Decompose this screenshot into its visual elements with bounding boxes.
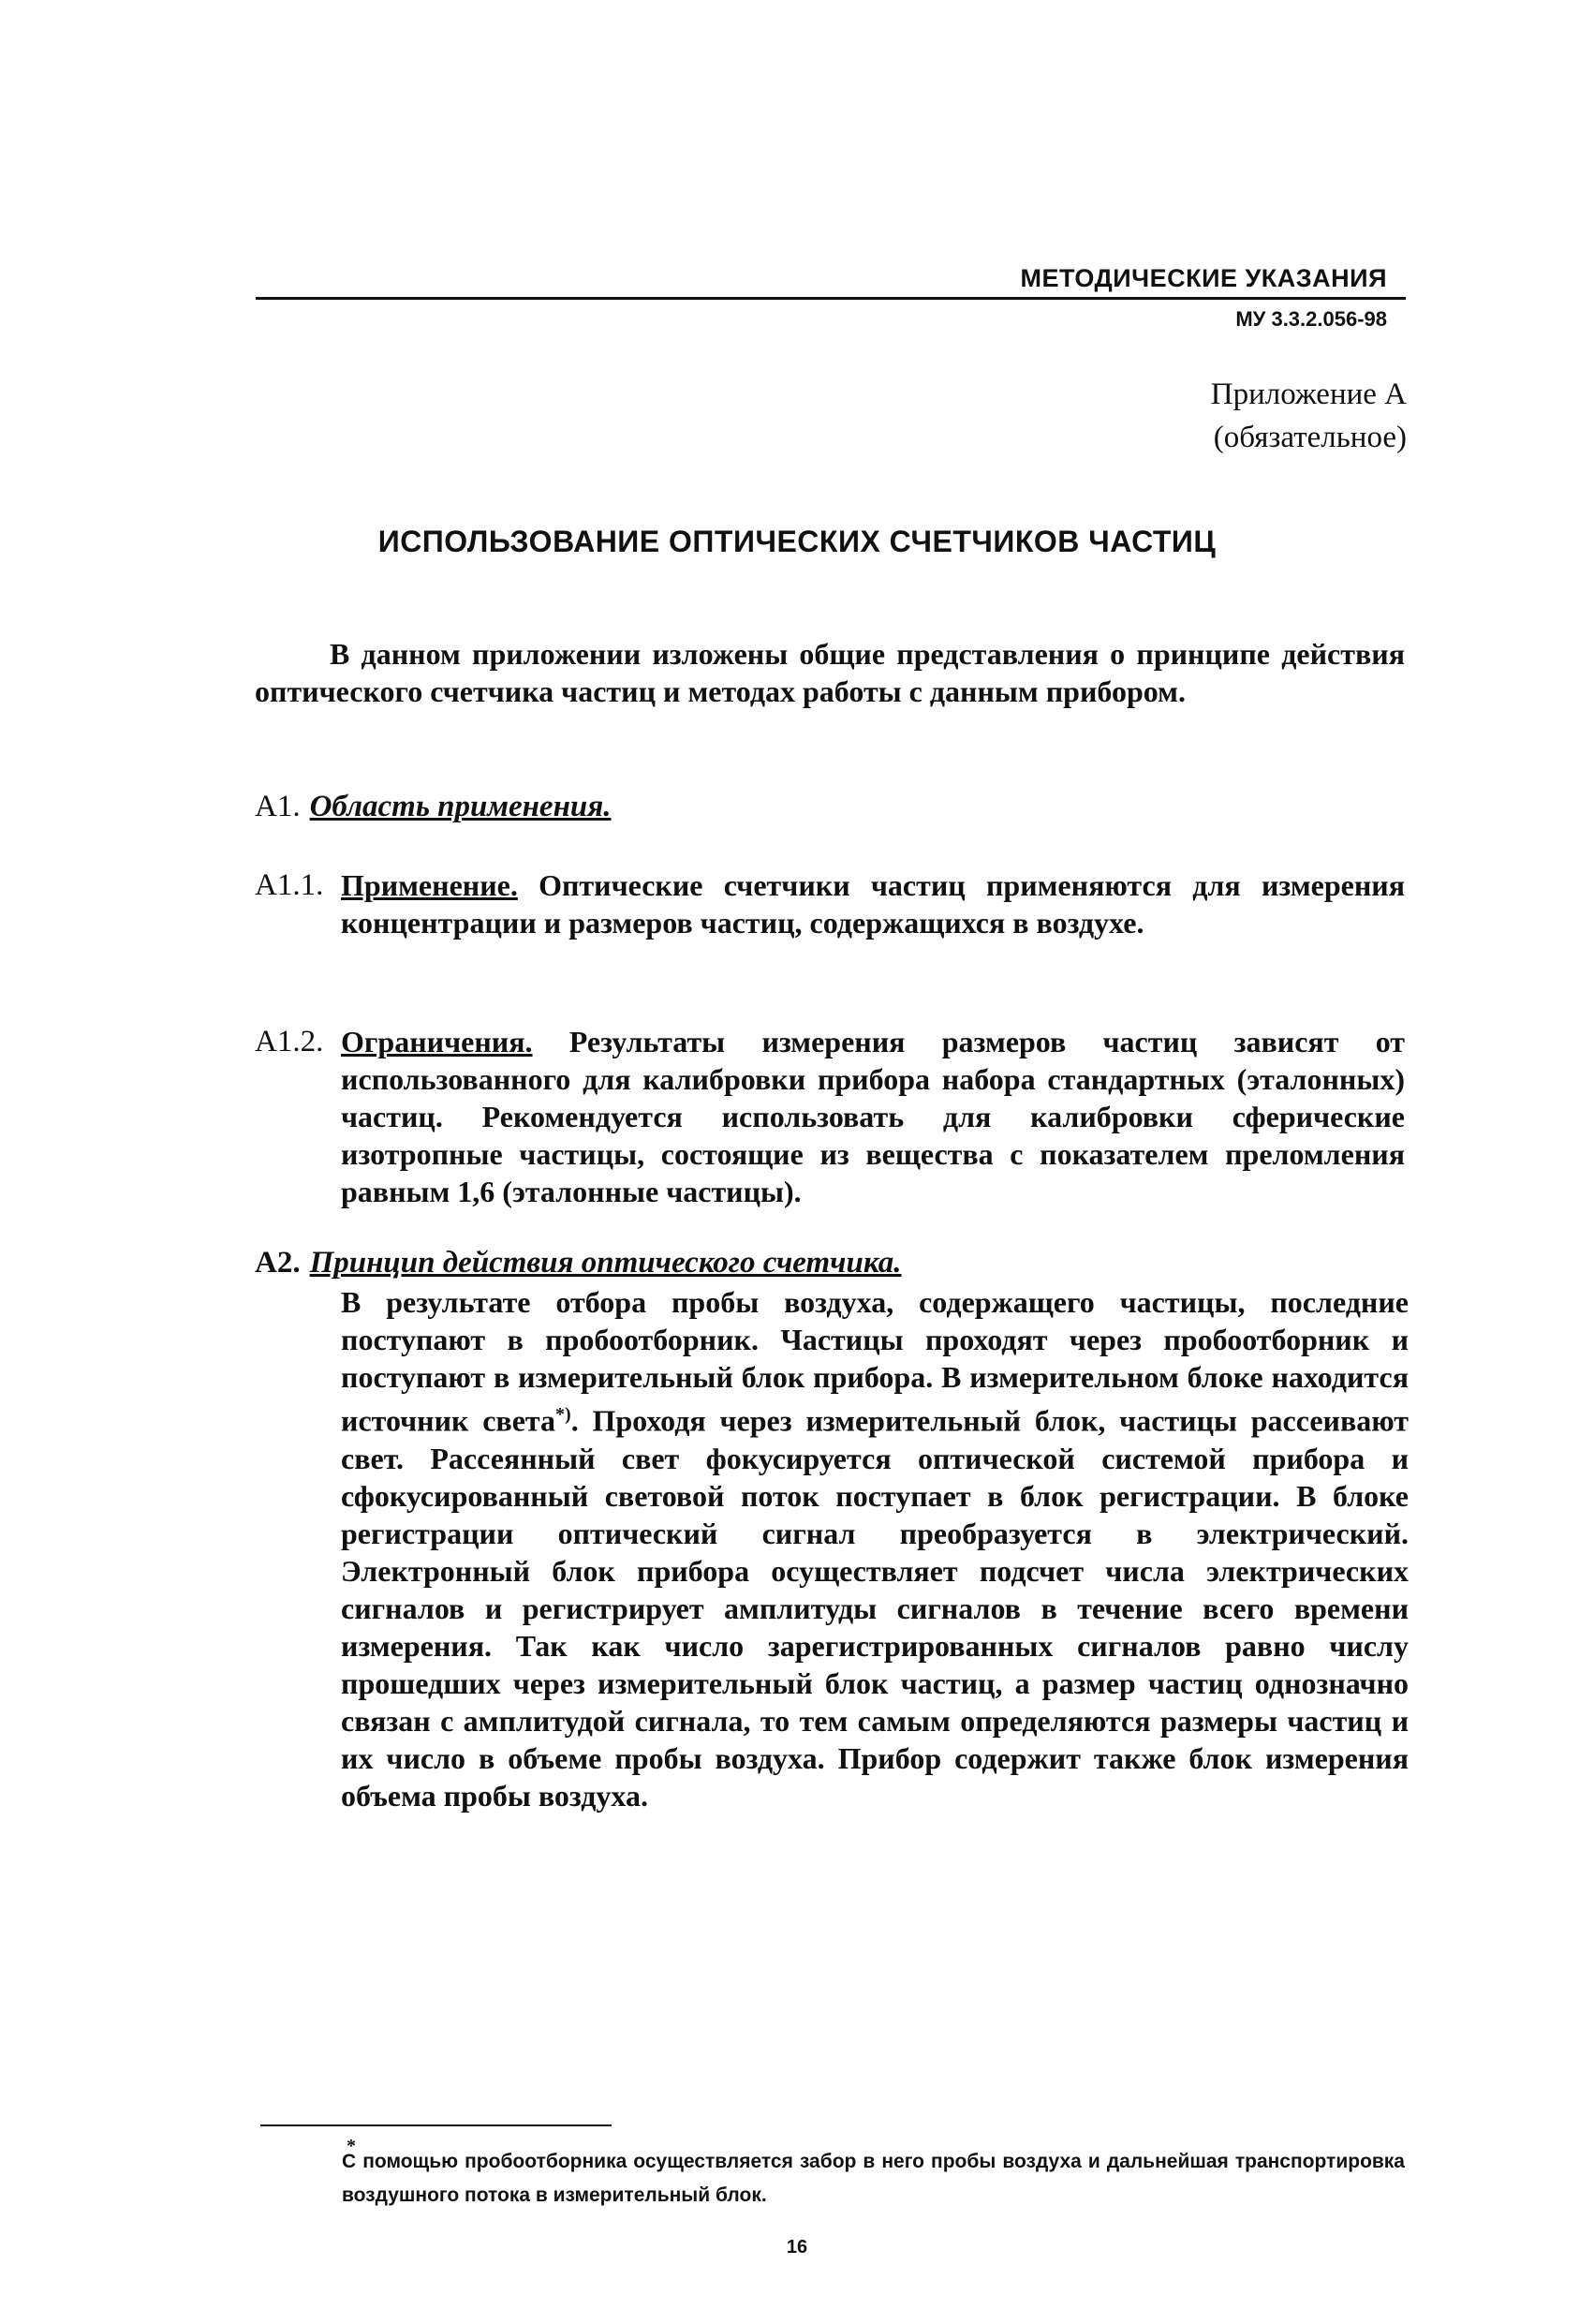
clause-a1-1-lead: Применение. (341, 868, 518, 902)
section-a1-title: Область применения. (309, 790, 612, 823)
clause-a1-1-text: Оптические счетчики частиц применяются для измерения концентрации и размеров частиц, содержащихся в воздухе. (341, 868, 1405, 940)
clause-a1-1-number: А1.1. (255, 868, 324, 902)
clause-a1-2-body (341, 1023, 1405, 1210)
page-title: ИСПОЛЬЗОВАНИЕ ОПТИЧЕСКИХ СЧЕТЧИКОВ ЧАСТИЦ (377, 525, 1217, 558)
footnote-divider (260, 2124, 612, 2126)
clause-a1-1-body (341, 866, 1405, 941)
running-header (256, 264, 1406, 332)
document-code: МУ 3.3.2.056-98 (1235, 307, 1387, 331)
section-a2-body (341, 1283, 1409, 1814)
page-number: 16 (786, 2237, 808, 2257)
clause-a1-1 (255, 866, 1405, 941)
appendix-status: (обязательное) (1213, 421, 1407, 454)
section-a2-text-part2: . Проходя через измерительный блок, частицы рассеивают свет. Рассеянный свет фокусируется оптической системой прибора и сфокусированный световой поток поступает в блок регистрации. В блоке регистрации оптический сигнал преобразуется в электрический. Электронный блок прибора осуществляет подсчет числа электрических сигналов и регистрирует амплитуды сигналов в течение всего времени измерения. Так как число зарегистрированных сигналов равно числу прошедших через измерительный блок частиц, а размер частиц однозначно связан с амплитудой сигнала, то тем самым определяются размеры частиц и их число в объеме пробы воздуха. Прибор содержит также блок измерения объема пробы воздуха. (341, 1403, 1410, 1813)
clause-a1-2-lead: Ограничения. (341, 1025, 533, 1058)
appendix-label (1211, 373, 1407, 459)
section-a2-heading (255, 1246, 901, 1280)
section-a2-title: Принцип действия оптического счетчика. (309, 1246, 902, 1280)
intro-paragraph: В данном приложении изложены общие представления о принципе действия оптического счетчика частиц и методах работы с данным прибором. (255, 637, 1405, 708)
appendix-title: Приложение А (1210, 377, 1407, 411)
footnote-text: С помощью пробоотборника осуществляется забор в него пробы воздуха и дальнейшая транспортировка воздушного потока в измерительный блок. (342, 2151, 1405, 2206)
section-a1-heading (255, 790, 612, 824)
clause-a1-2 (255, 1023, 1405, 1210)
clause-a1-2-number: А1.2. (255, 1025, 324, 1058)
clause-a1-2-text: Результаты измерения размеров частиц зависят от использованного для калибровки прибора набора стандартных (эталонных) частиц. Рекомендуется использовать для калибровки сферические изотропные частицы, состоящие из вещества с показателем преломления равным 1,6 (эталонные частицы). (341, 1025, 1405, 1208)
header-title: МЕТОДИЧЕСКИЕ УКАЗАНИЯ (1020, 264, 1387, 292)
footnote-reference: *) (555, 1404, 571, 1425)
section-a2-number: А2. (255, 1246, 301, 1280)
section-a1-number: А1. (255, 790, 301, 823)
footnote-mark: * (347, 2136, 356, 2156)
header-rule (256, 297, 1406, 300)
section-a2-text-part1: В результате отбора пробы воздуха, содержащего частицы, последние поступают в пробоотборник. Частицы проходят через пробоотборник и поступают в измерительный блок прибора. В измерительном блоке находится источник света (341, 1285, 1409, 1438)
